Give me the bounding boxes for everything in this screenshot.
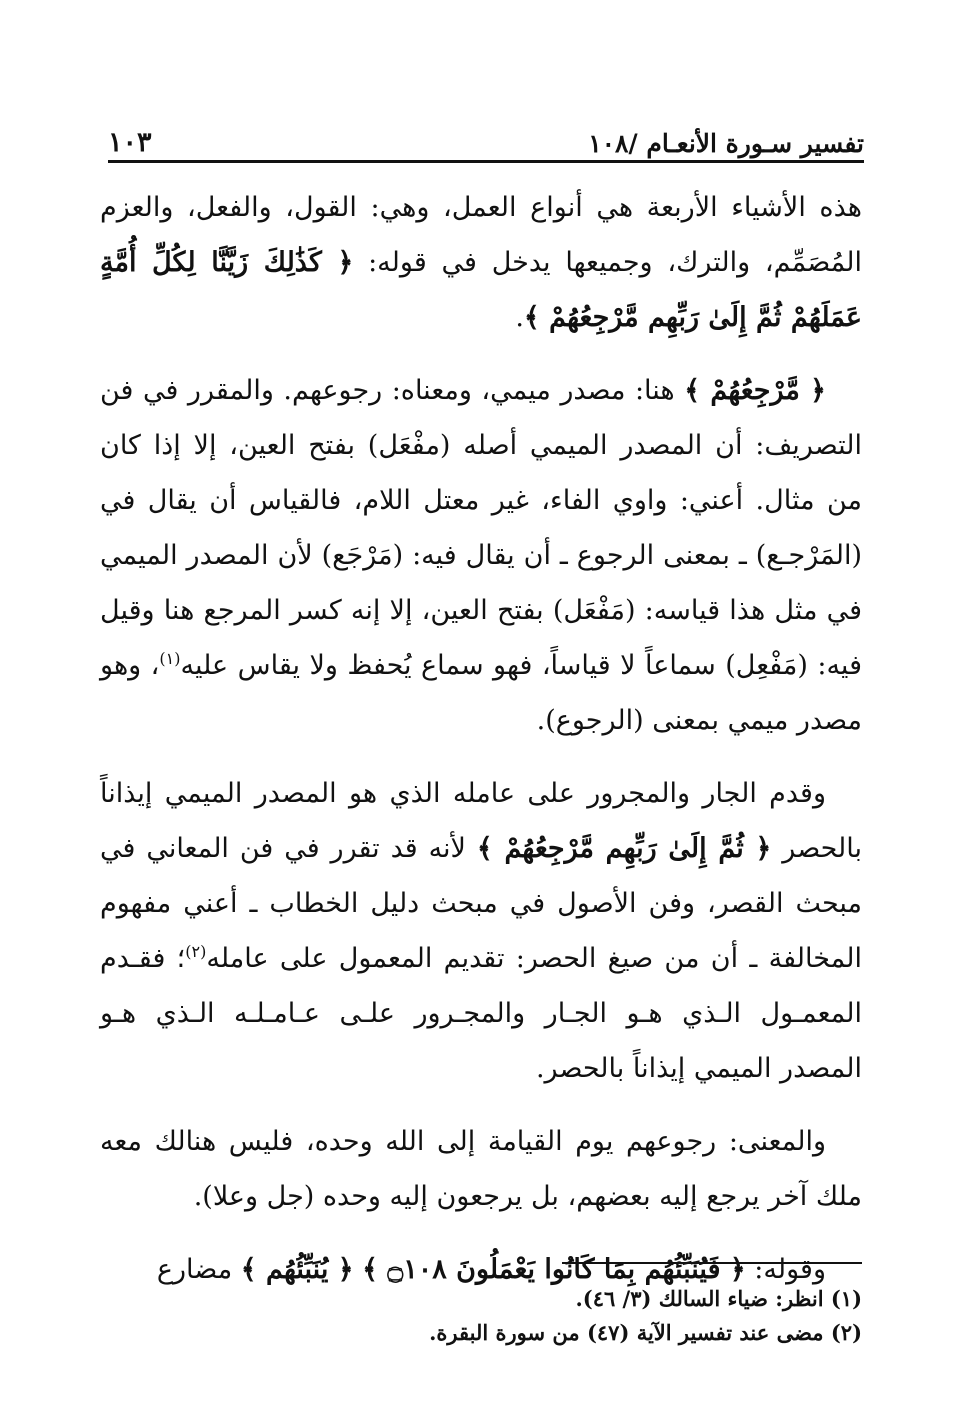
quran-word: ﴿ يُنَبِّئُهُم ﴾ bbox=[240, 1254, 354, 1285]
paragraph-3 bbox=[100, 766, 862, 1096]
text-run: مضارع bbox=[156, 1254, 241, 1285]
quran-verse: ﴿ فَيُنَبِّئُهُم بِمَا كَانُوا يَعْمَلُونَ ۝١٠٨ ﴾ bbox=[362, 1254, 746, 1285]
paragraph-1 bbox=[100, 180, 862, 345]
paragraph-2 bbox=[100, 363, 862, 748]
text-run: ، وهو مصدر ميمي بمعنى (الرجوع). bbox=[100, 650, 862, 736]
page-number: ١٠٣ bbox=[108, 127, 152, 158]
quran-verse: ﴿ كَذَٰلِكَ زَيَّنَّا لِكُلِّ أُمَّةٍ عَمَلَهُمْ ثُمَّ إِلَىٰ رَبِّهِم مَّرْجِعُهُمْ ﴾ bbox=[100, 247, 862, 333]
footnote-ref-1[interactable]: (١) bbox=[159, 649, 181, 668]
running-header bbox=[108, 112, 864, 158]
running-title: تفسير سـورة الأنعـام /١٠٨ bbox=[588, 129, 864, 158]
text-run: ؛ فقـدم المعمـول الـذي هـو الجـار والمجـرور علـى عـامـلـه الـذي هـو المصدر الميمي إيذاناً بالحصر. bbox=[100, 943, 862, 1084]
main-text bbox=[100, 180, 862, 1315]
text-run: وقدم الجار والمجرور على عامله الذي هو المصدر الميمي إيذاناً بالحصر bbox=[100, 778, 862, 864]
text-run bbox=[354, 1254, 363, 1285]
header-rule bbox=[108, 160, 864, 163]
footnote-ref-2[interactable]: (٢) bbox=[185, 942, 207, 961]
footnote-2: (٢) مضى عند تفسير الآية (٤٧) من سورة البقرة. bbox=[429, 1320, 862, 1345]
text-run: لأنه قد تقرر في فن المعاني في مبحث القصر، وفن الأصول في مبحث دليل الخطاب ـ أعني مفهوم المخالفة ـ أن من صيغ الحصر: تقديم المعمول على عامله bbox=[100, 833, 863, 974]
text-run: . bbox=[515, 302, 524, 333]
footnotes bbox=[110, 1282, 862, 1350]
text-run: هذه الأشياء الأربعة هي أنواع العمل، وهي: القول، والفعل، والعزم المُصَمِّم، والترك، وجميعها يدخل في قوله: bbox=[100, 192, 862, 278]
footnote-rule bbox=[562, 1262, 862, 1264]
text-run: وقوله: bbox=[745, 1254, 826, 1285]
paragraph-4: والمعنى: رجوعهم يوم القيامة إلى الله وحده، فليس هنالك معه ملك آخر يرجع إليه بعضهم، بل يرجعون إليه وحده (جل وعلا). bbox=[100, 1126, 862, 1212]
quran-verse: ﴿ ثُمَّ إِلَىٰ رَبِّهِم مَّرْجِعُهُمْ ﴾ bbox=[476, 833, 772, 864]
quran-word: ﴿ مَّرْجِعُهُمْ ﴾ bbox=[684, 375, 826, 406]
text-run: هنا: مصدر ميمي، ومعناه: رجوعهم. والمقرر في فن التصريف: أن المصدر الميمي أصله (مفْعَل) بفتح العين، إلا إذا كان من مثال. أعني: واوي الفاء، غير معتل اللام، فالقياس أن يقال في (المَرْجـع) ـ بمعنى الرجوع ـ أن يقال فيه: (مَرْجَع) لأن المصدر الميمي في مثل هذا قياسه: (مَفْعَل) بفتح العين، إلا إنه كسر المرجع هنا وقيل فيه: (مَفْعِل) سماعاً لا قياساً، فهو سماع يُحفظ ولا يقاس عليه bbox=[100, 375, 862, 681]
footnote-1: (١) انظر: ضياء السالك (٣/ ٤٦). bbox=[575, 1286, 862, 1311]
